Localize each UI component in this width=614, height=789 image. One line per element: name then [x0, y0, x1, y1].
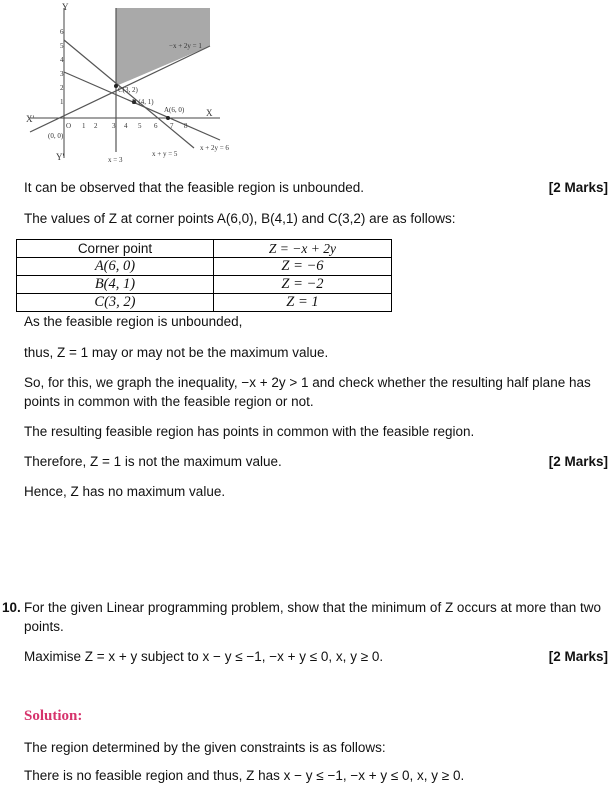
marks-badge: [2 Marks] — [548, 649, 608, 664]
table-cell: Z = −2 — [213, 276, 391, 294]
line2-label: x + 2y = 6 — [200, 144, 229, 152]
table-cell: B(4, 1) — [17, 276, 214, 294]
x-tick: 8 — [184, 122, 188, 130]
table-row — [17, 294, 392, 312]
axis-y-label: Y — [62, 2, 69, 12]
so-text-line2: points in common with the feasible region or not. — [24, 394, 314, 409]
no-feasible-text: There is no feasible region and thus, Z has x − y ≤ −1, −x + y ≤ 0, x, y ≥ 0. — [24, 768, 465, 783]
therefore-text: Therefore, Z = 1 is not the maximum value. — [24, 454, 282, 469]
x-tick: 7 — [170, 122, 174, 130]
y-tick: 4 — [60, 56, 64, 64]
table-row — [17, 276, 392, 294]
table-row — [17, 258, 392, 276]
region-text: The region determined by the given constraints is as follows: — [24, 740, 386, 755]
values-intro: The values of Z at corner points A(6,0), B(4,1) and C(3,2) are as follows: — [24, 211, 456, 226]
table-cell: C(3, 2) — [17, 294, 214, 312]
line-x-plus-2y — [64, 72, 220, 140]
solution-heading: Solution: — [24, 708, 83, 724]
marks-badge: [2 Marks] — [548, 180, 608, 195]
x-tick: 3 — [112, 122, 116, 130]
thus-text: thus, Z = 1 may or may not be the maximum value. — [24, 345, 329, 360]
y-tick: 2 — [60, 84, 64, 92]
as-unbounded-text: As the feasible region is unbounded, — [24, 314, 243, 329]
y-tick: 5 — [60, 42, 64, 50]
table-header-row — [17, 240, 392, 258]
line3-label: x + y = 5 — [152, 150, 178, 158]
table-header: Corner point — [17, 240, 214, 258]
x-tick: 2 — [94, 122, 98, 130]
unbounded-text: It can be observed that the feasible region is unbounded. — [24, 180, 364, 195]
point-a — [166, 116, 170, 120]
question-number: 10. — [2, 600, 21, 615]
x-tick: 5 — [138, 122, 142, 130]
table-cell: Z = −6 — [213, 258, 391, 276]
point-c-label: C(3, 2) — [118, 86, 138, 94]
question-text-line2: points. — [24, 619, 64, 634]
axis-y-neg-label: Y' — [56, 152, 65, 162]
feasible-region-graph — [24, 0, 239, 168]
table-cell: A(6, 0) — [17, 258, 214, 276]
x-tick: 6 — [154, 122, 158, 130]
table-header: Z = −x + 2y — [213, 240, 391, 258]
origin-zero: O — [66, 122, 72, 130]
axis-x-neg-label: X' — [26, 114, 35, 124]
y-tick: 3 — [60, 70, 64, 78]
line1-label: −x + 2y = 1 — [169, 42, 202, 50]
point-b-label: B (4, 1) — [132, 98, 154, 106]
origin-label: (0, 0) — [48, 132, 64, 140]
marks-badge: [2 Marks] — [548, 454, 608, 469]
so-text-line1: So, for this, we graph the inequality, −x + 2y > 1 and check whether the resulting half plane has — [24, 375, 591, 390]
corner-point-table — [16, 239, 392, 312]
point-a-label: A(6, 0) — [164, 106, 185, 114]
question-text-line1: For the given Linear programming problem, show that the minimum of Z occurs at more than two — [24, 600, 601, 615]
x-tick: 1 — [82, 122, 86, 130]
hence-text: Hence, Z has no maximum value. — [24, 484, 226, 499]
table-cell: Z = 1 — [213, 294, 391, 312]
maximise-text: Maximise Z = x + y subject to x − y ≤ −1, −x + y ≤ 0, x, y ≥ 0. — [24, 649, 384, 664]
y-tick: 6 — [60, 28, 64, 36]
axis-x-label: X — [206, 108, 213, 118]
resulting-text: The resulting feasible region has points in common with the feasible region. — [24, 424, 475, 439]
x-tick: 4 — [124, 122, 128, 130]
line4-label: x = 3 — [108, 156, 123, 164]
y-tick: 1 — [60, 98, 64, 106]
